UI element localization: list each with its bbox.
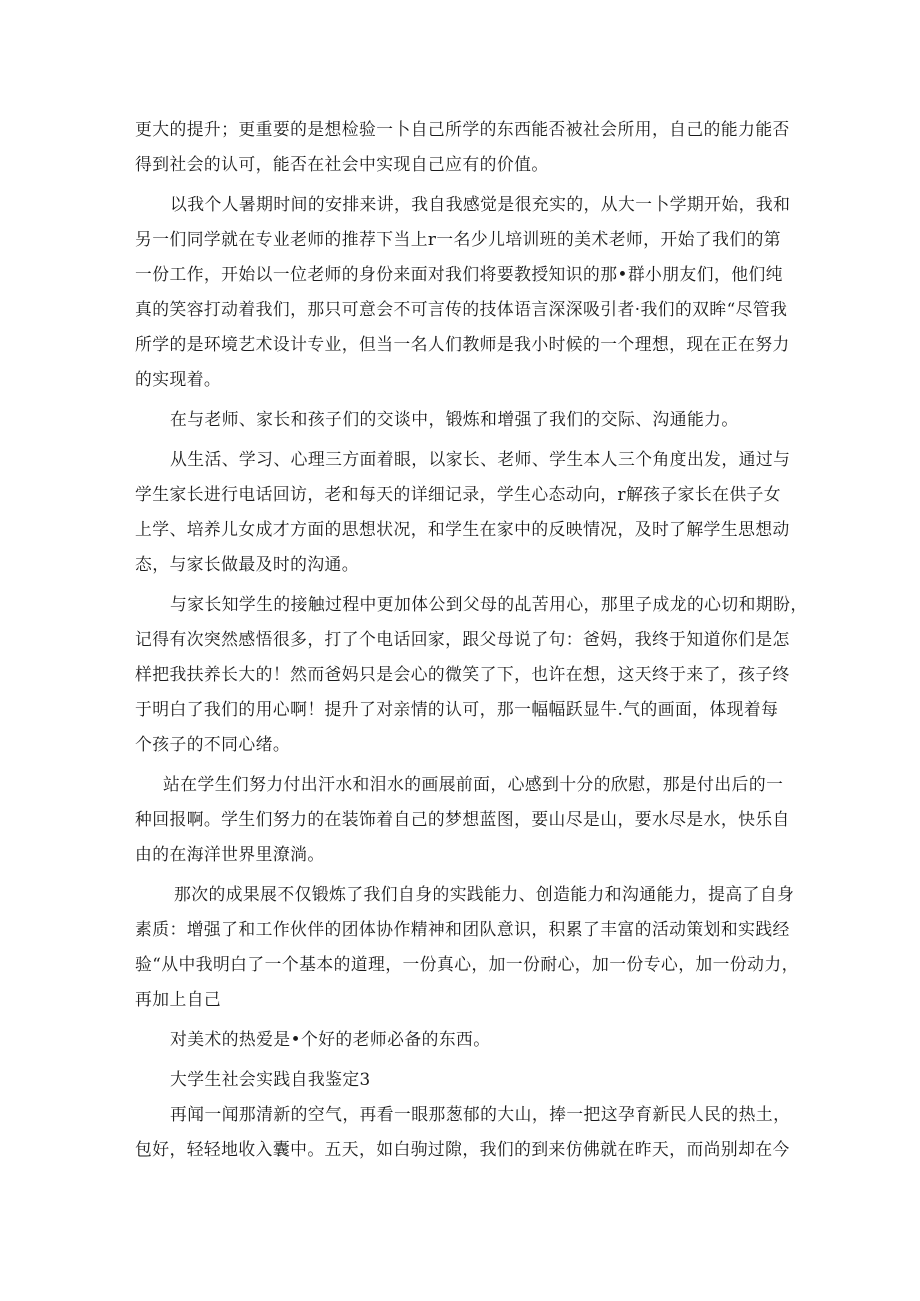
text-line: 从生活、学习、心理三方面着眼，以家长、老师、学生本人三个角度出发，通过与 — [170, 449, 791, 469]
section-heading: 大学生社会实践自我鉴定3 — [170, 1069, 371, 1089]
text-line: 得到社会的认可，能否在社会中实现自己应有的价值。 — [135, 154, 549, 174]
text-line: 对美术的热爱是•个好的老师必备的东西。 — [170, 1029, 491, 1049]
text-line: 上学、培养儿女成才方面的思想状况，和学生在家中的反映情况，及时了解学生思想动 — [135, 519, 790, 539]
text-line: 所学的是环境艺术设计专业，但当一名人们教师是我小时候的一个理想，现在正在努力 — [135, 334, 790, 354]
text-line: 在与老师、家长和孩子们的交谈中，锻炼和增强了我们的交际、沟通能力。 — [170, 409, 739, 429]
text-line: 包好，轻轻地收入囊中。五天，如白驹过隙，我们的到来仿佛就在昨天，而尚别却在今 — [135, 1139, 790, 1159]
text-line: 记得有次突然感悟很多，打了个电话回家，跟父母说了句：爸妈，我终于知道你们是怎 — [135, 629, 790, 649]
text-line: 那次的成果展不仅锻炼了我们自身的实践能力、创造能力和沟通能力，提高了自身 — [174, 884, 795, 904]
text-line: 真的笑容打动着我们，那只可意会不可言传的技体语言深深吸引者·我们的双眸“尽管我 — [135, 299, 788, 319]
text-line: 另一们同学就在专业老师的推荐下当上r一名少儿培训班的美术老师，开始了我们的第 — [135, 229, 782, 249]
text-line: 学生家长进行电话回访，老和每天的详细记录，学生心态动向，r解孩子家长在供子女 — [135, 484, 782, 504]
text-line: 验“从中我明白了一个基本的道理，一份真心，加一份耐心，加一份专心，加一份动力， — [135, 954, 799, 974]
text-line: 以我个人暑期时间的安排来讲，我自我感觉是很充实的，从大一卜学期开始，我和 — [170, 194, 791, 214]
text-line: 的实现着。 — [135, 369, 222, 389]
text-line: 再闻一闻那清新的空气，再看一眼那葱郁的大山，捧一把这孕育新民人民的热土， — [170, 1104, 791, 1124]
text-line: 样把我扶养长大的！然而爸妈只是会心的微笑了下，也许在想，这天终于来了，孩子终 — [135, 664, 790, 684]
text-line: 再加上自己 — [135, 989, 222, 1009]
text-line: 素质：增强了和工作伙伴的团体协作精神和团队意识，积累了丰富的活动策划和实践经 — [135, 919, 790, 939]
text-line: 于明白了我们的用心啊！提升了对亲情的认可，那一幅幅跃显牛.气的画面，体现着每 — [135, 699, 779, 719]
text-line: 与家长知学生的接触过程中更加体公到父母的乩苦用心，那里子成龙的心切和期盼， — [170, 594, 808, 614]
text-line: 站在学生们努力付出汗水和泪水的画展前面，心感到十分的欣慰，那是付出后的一 — [163, 774, 784, 794]
text-line: 态，与家长做最及时的沟通。 — [135, 554, 360, 574]
text-line: 个孩子的不同心绪。 — [135, 734, 291, 754]
text-line: 由的在海洋世界里潦淌。 — [135, 844, 325, 864]
text-line: 种回报啊。学生们努力的在装饰着自己的梦想蓝图，要山尽是山，要水尽是水，快乐自 — [135, 809, 790, 829]
text-line: 一份工作，开始以一位老师的身份来面对我们将要教授知识的那•群小朋友们，他们纯 — [135, 264, 783, 284]
text-line: 更大的提升；更重要的是想检验一卜自己所学的东西能否被社会所用，自己的能力能否 — [135, 119, 790, 139]
